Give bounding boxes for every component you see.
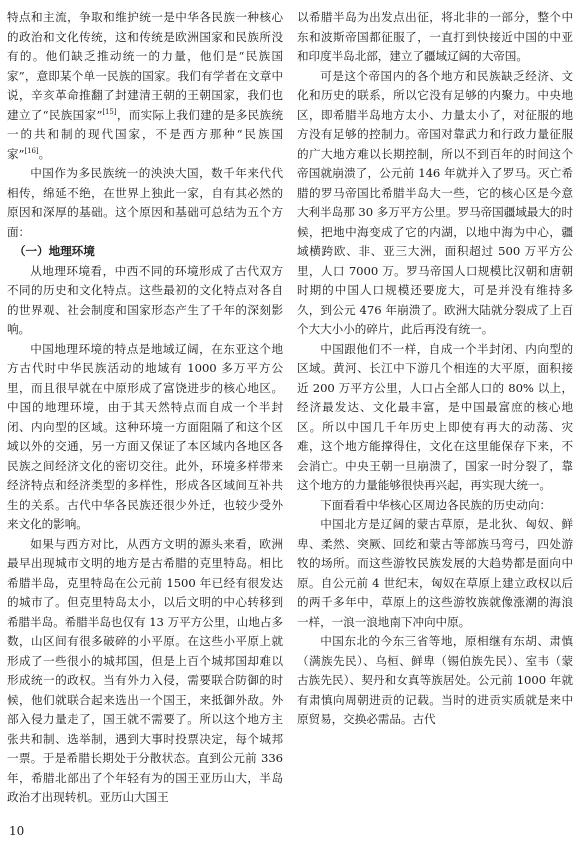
paragraph: 中国跟他们不一样，自成一个半封闭、内向型的区域。黄河、长江中下游几个相连的大平原，面积接近 200 万平方公里，人口占全部人口的 80% 以上，经济最发达、文化最丰富，是中国最富庶的核心地区。所以中国几千年历史上即使有再大的动荡、灾难，这个地方能撑得住，文化在这里能保存下来，不会消亡。中央王朝一旦崩溃了，国家一时分裂了，靠这个地方的力量能够很快再兴起，再实现大统一。 bbox=[297, 341, 573, 492]
paragraph: 中国东北的今东三省等地，原相继有东胡、肃慎（满族先民）、乌桓、鲜卑（锡伯族先民）、室韦（蒙古族先民）、契丹和女真等族居处。公元前 1000 年就有肃慎向周朝进贡的记载。当时的进贡实质就是来中原贸易，交换必需品。古代 bbox=[297, 634, 573, 726]
paragraph-text: ，而实际上我们建的是多民族统一的共和制的现代国家，不是西方那种“民族国家” bbox=[7, 107, 283, 161]
paragraph: 中国北方是辽阔的蒙古草原，是北狄、匈奴、鲜卑、柔然、突厥、回纥和蒙古等部族马弯弓，四处游牧的场所。而这些游牧民族发展的大趋势都是面向中原。自公元前 4 世纪末，匈奴在草原上建立政权以后的两千多年中，草原上的这些游牧族就像涨潮的海浪一样，一浪一浪地南下冲向中原。 bbox=[297, 517, 573, 629]
left-column bbox=[7, 8, 283, 808]
paragraph-text: 特点和主流，争取和维护统一是中华各民族一种核心的政治和文化传统，这和传统是欧洲国家和民族所没有的。他们缺乏推动统一的力量，他们是“民族国家”，意即某个单一民族的国家。我们有学者在文章中说，辛亥革命推翻了封建清王朝的王朝国家，我们也建立了“民族国家” bbox=[7, 10, 283, 122]
paragraph: 中国地理环境的特点是地域辽阔，在东亚这个地方古代时中华民族活动的地域有 1000 多万平方公里，而且很早就在中原形成了富饶进步的核心地区。中国的地理环境，由于其天然特点而自成一个半封闭、内向型的区域。这种环境一方面阻隔了和这个区域以外的交通，另一方面又保证了本区域内各地区各民族之间经济文化的密切交往。此外，环境多样带来经济特点和经济类型的多样性，形成各区域间互补共生的关系。古代中华各民族还很少外迁，也较少受外来文化的影响。 bbox=[7, 341, 283, 531]
right-column bbox=[297, 8, 573, 730]
citation-ref: [15] bbox=[102, 107, 117, 116]
citation-ref: [16] bbox=[24, 146, 39, 155]
page-number: 10 bbox=[9, 824, 25, 838]
paragraph: 如果与西方对比，从西方文明的源头来看，欧洲最早出现城市文明的地方是古希腊的克里特岛。相比希腊半岛，克里特岛在公元前 1500 年已经有很发达的城市了。但克里特岛太小，以后文明的中心转移到希腊半岛。希腊半岛也仅有 13 万平方公里，山地占多数，山区间有很多破碎的小平原。在这些小平原上就形成了一些很小的城邦国，但是上百个城邦国却难以形成统一的政权。当有外力入侵，需要联合防御的时候，他们就联合起来选出一个国王，来抵御外敌。外部入侵力量走了，国王就不需要了。所以这个地方主张共和制、选举制，遇到大事时投票决定，每个城邦一票。于是希腊长期处于分散状态。直到公元前 336 年，希腊北部出了个年轻有为的国王亚历山大，半岛政治才出现转机。亚历山大国王 bbox=[7, 536, 283, 804]
paragraph-continued bbox=[7, 8, 283, 164]
paragraph: 下面看看中华核心区周边各民族的历史动向： bbox=[320, 497, 552, 512]
paragraph-text: 。 bbox=[38, 146, 51, 161]
paragraph-continued: 以希腊半岛为出发点出征，将北非的一部分，整个中东和波斯帝国都征服了，一直打到快接近中国的中亚和印度半岛北部，建立了疆域辽阔的大帝国。 bbox=[297, 10, 573, 63]
paragraph: 从地理环境看，中西不同的环境形成了古代双方不同的历史和文化特点。这些最初的文化特点对各自的世界观、社会制度和国家形态产生了千年的深刻影响。 bbox=[7, 263, 283, 336]
document-page bbox=[7, 8, 573, 830]
paragraph: 可是这个帝国内的各个地方和民族缺乏经济、文化和历史的联系，所以它没有足够的内聚力。中央地区，即希腊半岛地方太小、力量太小了，对征服的地方没有足够的控制力。帝国对靠武力和行政力量征服的广大地方难以长期控制，所以不到百年的时间这个帝国就崩溃了，公元前 146 年就并入了罗马。灭亡希腊的罗马帝国比希腊半岛大一些，它的核心区是今意大利半岛那 30 多万平方公里。罗马帝国疆域最大的时候，把地中海变成了它的内湖，以地中海为中心，疆域横跨欧、非、亚三大洲，面积超过 500 万平方公里，人口 7000 万。罗马帝国人口规模比汉朝和唐朝时期的中国人口规模还要庞大，可是并没有维持多久，到公元 476 年崩溃了。欧洲大陆就分裂成了上百个大大小小的碎片，此后再没有统一。 bbox=[297, 68, 573, 336]
paragraph: 中国作为多民族统一的泱泱大国，数千年来代代相传，绵延不绝，在世界上独此一家，自有其必然的原因和深厚的基础。这个原因和基础可总结为五个方面： bbox=[7, 166, 283, 239]
section-heading: （一）地理环境 bbox=[13, 244, 95, 258]
